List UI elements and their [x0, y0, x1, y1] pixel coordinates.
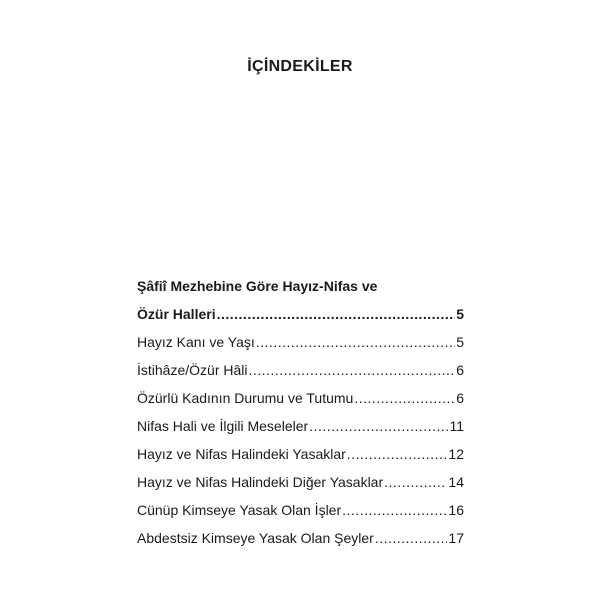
toc-dot-leader — [248, 356, 455, 384]
toc-dot-leader — [309, 412, 448, 440]
toc-entry[interactable] — [137, 524, 464, 552]
toc-entry[interactable] — [137, 412, 464, 440]
toc-entry-title: Abdestsiz Kimseye Yasak Olan Şeyler — [137, 530, 374, 546]
toc-entry[interactable] — [137, 440, 464, 468]
toc-entry-title: Cünüp Kimseye Yasak Olan İşler — [137, 502, 342, 518]
toc-dot-leader — [375, 524, 448, 552]
table-of-contents — [137, 272, 464, 552]
toc-entry-title: İstihâze/Özür Hâli — [137, 362, 248, 378]
toc-entry[interactable] — [137, 384, 464, 412]
toc-entry[interactable] — [137, 496, 464, 524]
toc-entry-title: Özür Halleri — [137, 306, 216, 322]
toc-page-number: 12 — [448, 446, 464, 462]
toc-entry[interactable] — [137, 356, 464, 384]
toc-dot-leader — [384, 468, 447, 496]
toc-page-number: 5 — [456, 306, 464, 322]
toc-dot-leader — [256, 328, 455, 356]
toc-page-number: 11 — [449, 418, 464, 434]
toc-page-number: 17 — [448, 530, 464, 546]
toc-dot-leader — [354, 384, 455, 412]
toc-entry[interactable] — [137, 328, 464, 356]
toc-dot-leader — [347, 440, 448, 468]
toc-page-number: 16 — [448, 502, 464, 518]
toc-section-heading-row[interactable] — [137, 300, 464, 328]
toc-entry-title: Hayız ve Nifas Halindeki Yasaklar — [137, 446, 346, 462]
toc-entry-title: Özürlü Kadının Durumu ve Tutumu — [137, 390, 354, 406]
page-title: İÇİNDEKİLER — [247, 58, 353, 75]
toc-page-number: 5 — [456, 334, 464, 350]
toc-section-heading: Şâfiî Mezhebine Göre Hayız-Nifas ve — [137, 278, 378, 294]
toc-page-number: 6 — [456, 390, 464, 406]
toc-dot-leader — [217, 300, 455, 328]
toc-entry-title: Nifas Hali ve İlgili Meseleler — [137, 418, 309, 434]
toc-entry-title: Hayız Kanı ve Yaşı — [137, 334, 255, 350]
toc-entry[interactable] — [137, 468, 464, 496]
toc-page-number: 6 — [456, 362, 464, 378]
toc-entry-title: Hayız ve Nifas Halindeki Diğer Yasaklar — [137, 474, 384, 490]
toc-dot-leader — [342, 496, 447, 524]
toc-page-number: 14 — [448, 474, 464, 490]
